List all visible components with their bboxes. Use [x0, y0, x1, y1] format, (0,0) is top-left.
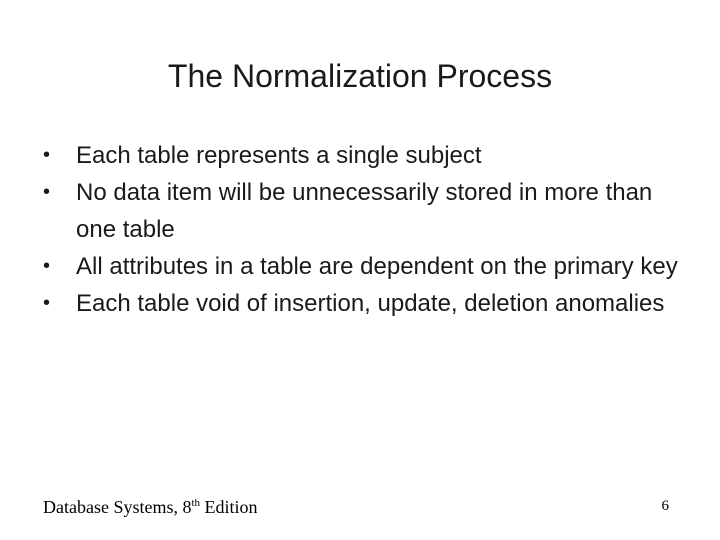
slide-title: The Normalization Process	[167, 58, 553, 94]
page-number: 6	[661, 498, 669, 514]
bullet-dot-icon: •	[43, 181, 51, 203]
bullet-text: Each table void of insertion, update, deletion anomalies	[76, 290, 665, 317]
bullet-text: No data item will be unnecessarily stored in more than one table	[76, 179, 653, 243]
footer-book-title-suffix: Edition	[200, 497, 258, 517]
bullet-item	[43, 248, 683, 285]
bullet-item	[43, 137, 683, 174]
footer-book-title	[43, 495, 258, 519]
bullet-text: All attributes in a table are dependent on the primary key	[76, 253, 678, 280]
bullet-text: Each table represents a single subject	[76, 142, 482, 169]
bullet-item	[43, 174, 683, 248]
bullet-item	[43, 285, 683, 322]
bullet-dot-icon: •	[43, 255, 51, 277]
footer-book-title-superscript: th	[191, 497, 201, 509]
bullet-dot-icon: •	[43, 144, 51, 166]
bullet-dot-icon: •	[43, 292, 51, 314]
bullet-list	[43, 137, 683, 322]
footer-book-title-prefix: Database Systems, 8	[43, 497, 192, 517]
